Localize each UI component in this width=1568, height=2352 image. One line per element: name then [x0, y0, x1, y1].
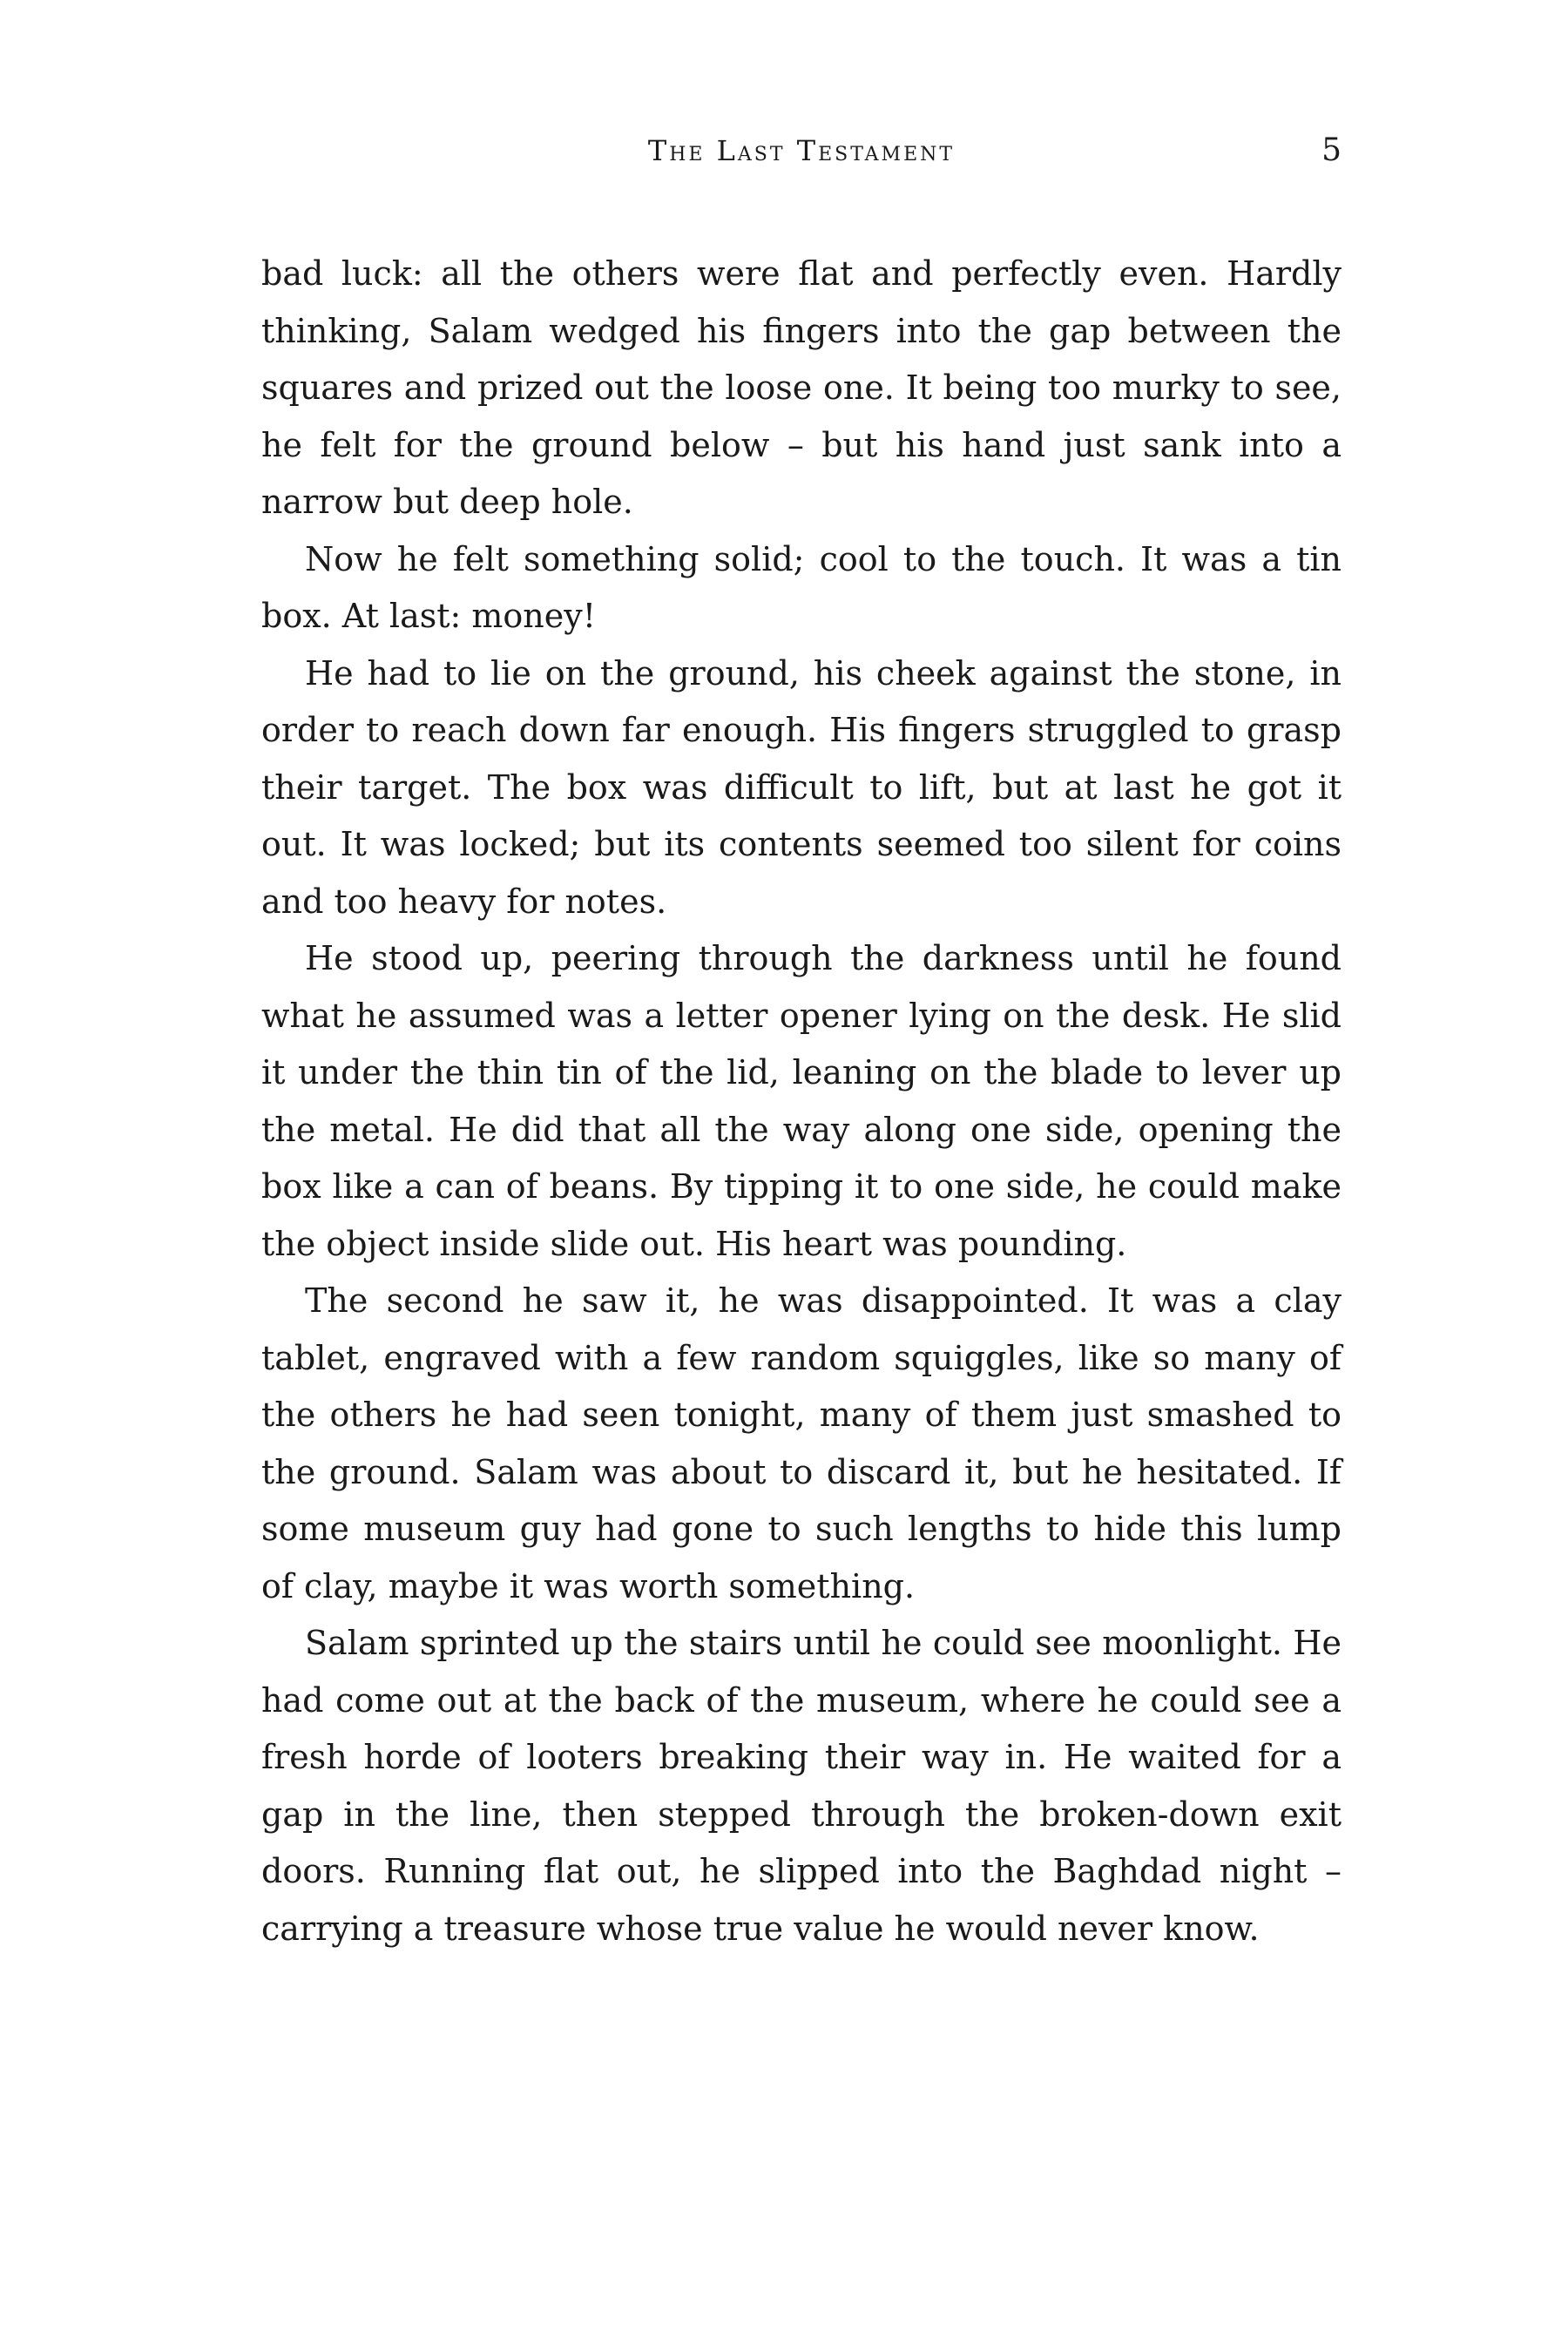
paragraph: Salam sprinted up the stairs until he could see moonlight. He had come out at the back of the museum, where he could see a fresh horde of looters breaking their way in. He waited for a gap in the line, then stepped through the broken-down exit doors. Running flat out, he slipped into the Baghdad night – carrying a treasure whose true value he would never know.	[261, 1624, 1342, 1948]
page-number: 5	[1321, 132, 1342, 168]
paragraph: He stood up, peering through the darkness until he found what he assumed was a letter opener lying on the desk. He slid it under the thin tin of the lid, leaning on the blade to lever up the metal. He did that all the way along one side, opening the box like a can of beans. By tipping it to one side, he could make the object inside slide out. His heart was pounding.	[261, 939, 1342, 1263]
paragraph: Now he felt something solid; cool to the touch. It was a tin box. At last: money!	[261, 539, 1342, 635]
paragraph: He had to lie on the ground, his cheek against the stone, in order to reach down far enough. His fingers struggled to grasp their target. The box was difficult to lift, but at last he got it out. It was locked; but its contents seemed too silent for coins and too heavy for notes.	[261, 653, 1342, 921]
paragraph: bad luck: all the others were flat and perfectly even. Hardly thinking, Salam wedged his fingers into the gap between the squares and prized out the loose one. It being too murky to see, he felt for the ground below – but his hand just sank into a narrow but deep hole.	[261, 254, 1342, 521]
body-text	[261, 246, 1342, 1957]
running-header	[261, 129, 1342, 172]
paragraph: The second he saw it, he was disappointed. It was a clay tablet, engraved with a few random squiggles, like so many of the others he had seen tonight, many of them just smashed to the ground. Salam was about to discard it, but he hesitated. If some museum guy had gone to such lengths to hide this lump of clay, maybe it was worth something.	[261, 1281, 1342, 1605]
running-title: The Last Testament	[647, 134, 956, 167]
